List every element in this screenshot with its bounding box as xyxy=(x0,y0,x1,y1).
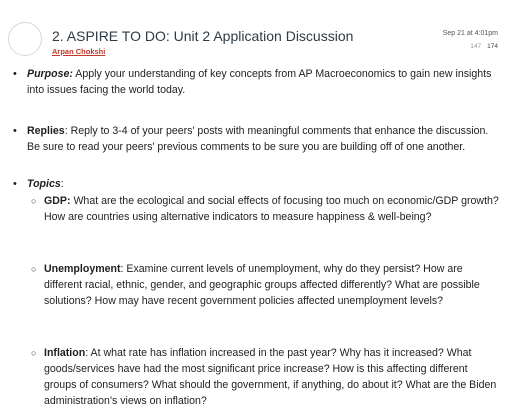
author-link[interactable]: Arpan Chokshi xyxy=(52,47,106,56)
circle-bullet-icon: ○ xyxy=(31,196,37,206)
topics-suffix: : xyxy=(60,178,64,190)
purpose-item xyxy=(13,66,492,98)
bullet-icon: • xyxy=(13,178,17,190)
total-count: 174 xyxy=(487,43,498,50)
post-date: Sep 21 at 4:01pm xyxy=(442,30,498,37)
topics-label: Topics xyxy=(27,178,61,190)
circle-bullet-icon: ○ xyxy=(31,264,37,274)
unread-count: 147 xyxy=(470,43,482,50)
reply-counts xyxy=(470,43,498,50)
topic-gdp xyxy=(31,193,499,225)
topic-text: : At what rate has inflation increased in the past year? Why has it increased? What goods/services have had the most significant price increase? How is this affecting different groups of consumers? What should the government, if anything, do about it? What are the Biden administration's views on inflation? xyxy=(44,347,497,407)
circle-bullet-icon: ○ xyxy=(31,348,37,358)
bullet-icon: • xyxy=(13,68,17,80)
topic-label: GDP: xyxy=(44,195,71,207)
bullet-icon: • xyxy=(13,125,17,137)
purpose-text: Apply your understanding of key concepts from AP Macroeconomics to gain new insights into issues facing the world today. xyxy=(27,68,492,96)
topic-label: Inflation xyxy=(44,347,86,359)
topics-item xyxy=(13,176,492,192)
replies-label: Replies xyxy=(27,125,65,137)
avatar[interactable] xyxy=(8,22,42,56)
page-title: 2. ASPIRE TO DO: Unit 2 Application Discussion xyxy=(52,28,354,44)
purpose-label: Purpose: xyxy=(27,68,73,80)
replies-item xyxy=(13,123,492,155)
replies-text: : Reply to 3-4 of your peers' posts with meaningful comments that enhance the discussion. Be sure to read your peers' previous comments to be sure you are building off of one another. xyxy=(27,125,489,153)
topic-text: What are the ecological and social effects of focusing too much on economic/GDP growth? How are countries using alternative indicators to measure happiness & well-being? xyxy=(44,195,499,223)
topic-inflation xyxy=(31,345,499,409)
topic-text: : Examine current levels of unemployment, why do they persist? How are different racial, ethnic, gender, and geographic groups affected differently? What are possible solutions? How may have recent government policies affected unemployment levels? xyxy=(44,263,480,307)
topic-label: Unemployment xyxy=(44,263,121,275)
discussion-header xyxy=(0,0,512,64)
topic-unemployment xyxy=(31,261,499,309)
